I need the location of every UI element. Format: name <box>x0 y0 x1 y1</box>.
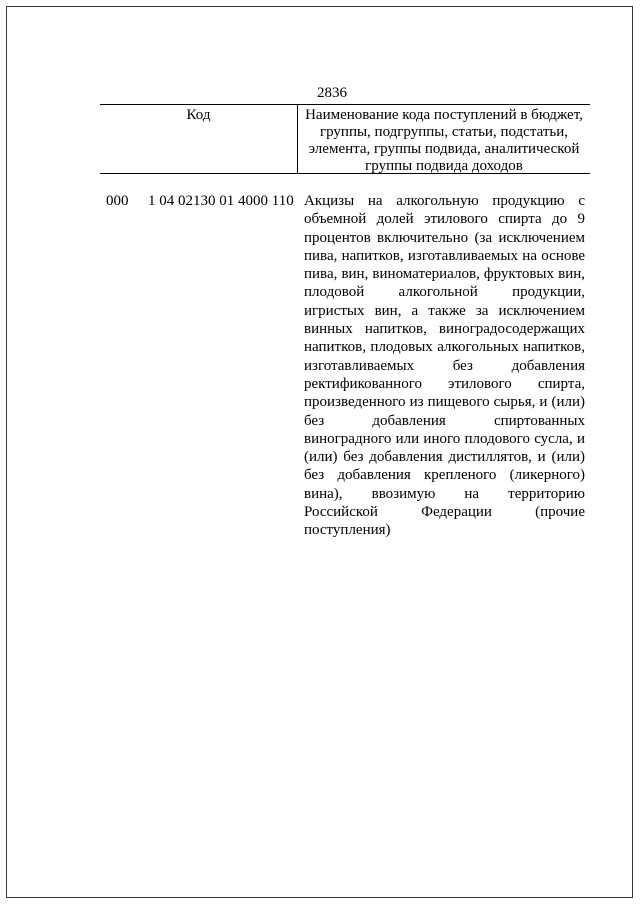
column-header-name: Наименование кода поступлений в бюджет, группы, подгруппы, статьи, подстатьи, элемента, группы подвида, аналитической группы подвида доходов <box>305 107 583 174</box>
column-divider <box>297 105 298 173</box>
row-budget-code: 1 04 02130 01 4000 110 <box>148 193 294 209</box>
row-admin-code: 000 <box>106 193 129 209</box>
page-number: 2836 <box>317 85 347 101</box>
row-description: Акцизы на алкогольную продукцию с объемной долей этилового спирта до 9 процентов включительно (за исключением пива, напитков, изготавливаемых на основе пива, вин, виноматериалов, фруктовых вин, плодовой алкогольной продукции, игристых вин, а также за исключением винных напитков, виноградосодержащих напитков, плодовых алкогольных напитков, изготавливаемых без добавления ректификованного этилового спирта, произведенного из пищевого сырья, и (или) без добавления спиртованных виноградного или иного плодового сусла, и (или) без добавления дистиллятов, и (или) без добавления крепленого (ликерного) вина), ввозимую на территорию Российской Федерации (прочие поступления) <box>304 193 585 539</box>
column-header-code: Код <box>186 107 211 123</box>
table-header <box>100 104 590 174</box>
